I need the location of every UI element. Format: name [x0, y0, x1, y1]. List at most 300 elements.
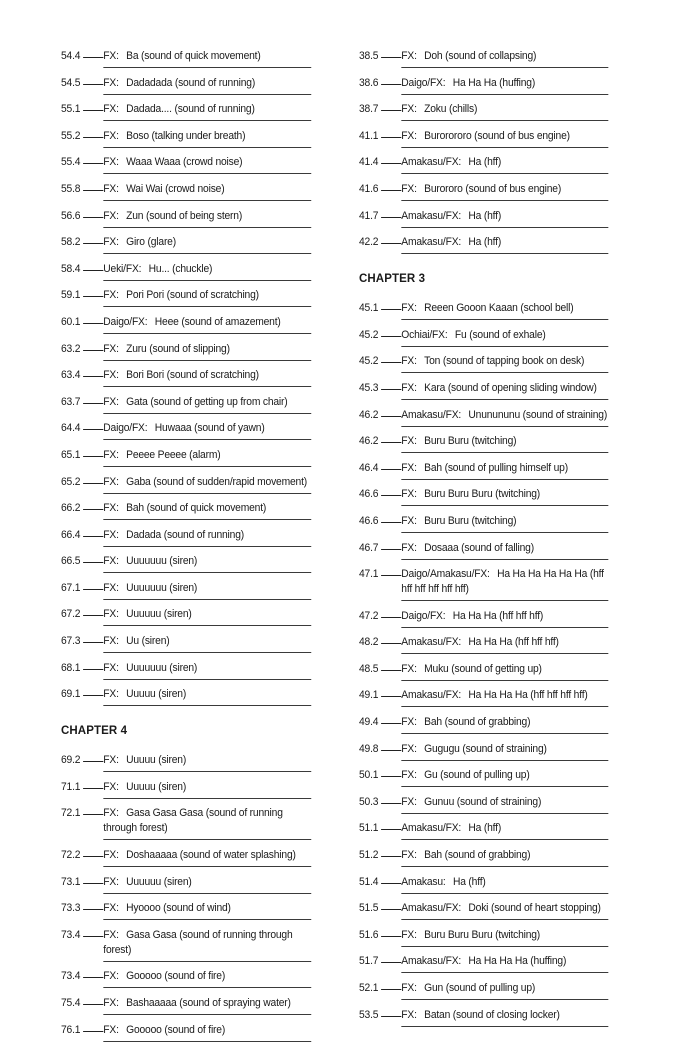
fx-entry: [61, 475, 311, 494]
entry-body: [401, 875, 608, 894]
leader-dash: [381, 696, 401, 697]
fx-entry: [359, 662, 608, 681]
fx-entry: [359, 795, 608, 814]
sound-effect-text: Muku (sound of getting up): [424, 662, 542, 675]
leader-dash: [83, 110, 103, 111]
leader-dash: [83, 217, 103, 218]
fx-entry: [359, 688, 608, 707]
fx-entry: [61, 634, 311, 653]
entry-body: [103, 996, 311, 1015]
entry-body: [401, 328, 608, 347]
sound-effect-text: Batan (sound of closing locker): [424, 1008, 560, 1021]
entry-body: [103, 806, 311, 840]
fx-entry: [61, 848, 311, 867]
panel-number: 49.8: [359, 742, 379, 755]
panel-number: 55.2: [61, 129, 81, 142]
entry-body: [401, 461, 608, 480]
entry-body: [401, 49, 608, 68]
entry-body: [103, 76, 311, 95]
speaker-label: FX:: [401, 435, 417, 448]
speaker-label: FX:: [401, 716, 417, 729]
panel-number: 54.5: [61, 76, 81, 89]
speaker-label: FX:: [103, 581, 119, 594]
entry-body: [103, 1023, 311, 1042]
sound-effect-text: Dadada (sound of running): [126, 528, 244, 541]
fx-entry: [61, 661, 311, 680]
panel-number: 68.1: [61, 661, 81, 674]
speaker-label: FX:: [103, 156, 119, 169]
panel-number: 46.6: [359, 488, 379, 501]
leader-dash: [381, 57, 401, 58]
sound-effect-text: Boso (talking under breath): [126, 129, 246, 142]
speaker-label: Amakasu/FX:: [401, 955, 462, 968]
sound-effect-text: Zuru (sound of slipping): [126, 342, 230, 355]
fx-entry: [61, 395, 311, 414]
entry-body: [103, 528, 311, 547]
entry-body: [401, 76, 608, 95]
entry-body: [401, 688, 608, 707]
fx-entry: [359, 102, 608, 121]
speaker-label: FX:: [401, 1008, 417, 1021]
entry-body: [103, 607, 311, 626]
fx-entry: [359, 635, 608, 654]
sound-effect-text: Doki (sound of heart stopping): [468, 902, 601, 915]
speaker-label: Daigo/FX:: [103, 315, 148, 328]
left-column: [61, 49, 311, 1042]
sound-effect-text: Ton (sound of tapping book on desk): [424, 355, 585, 368]
speaker-label: FX:: [401, 103, 417, 116]
panel-number: 46.2: [359, 408, 379, 421]
speaker-label: FX:: [103, 369, 119, 382]
leader-dash: [83, 856, 103, 857]
sound-effect-text: Uuuuuuu (siren): [126, 661, 198, 674]
fx-entry: [61, 806, 311, 840]
fx-entry: [359, 461, 608, 480]
leader-dash: [83, 350, 103, 351]
fx-entry: [61, 155, 311, 174]
leader-dash: [83, 137, 103, 138]
leader-dash: [83, 190, 103, 191]
speaker-label: FX:: [103, 902, 119, 915]
sound-effect-text: Gu (sound of pulling up): [424, 769, 530, 782]
fx-entry: [61, 288, 311, 307]
entry-body: [103, 661, 311, 680]
entry-body: [401, 567, 608, 601]
leader-dash: [83, 57, 103, 58]
speaker-label: FX:: [103, 342, 119, 355]
leader-dash: [381, 617, 401, 618]
panel-number: 67.2: [61, 608, 81, 621]
entry-body: [401, 768, 608, 787]
sound-effect-text: Heee (sound of amazement): [154, 315, 281, 328]
sound-effect-text: Gata (sound of getting up from chair): [126, 395, 288, 408]
fx-entry: [61, 501, 311, 520]
sound-effect-text: Buru Buru (twitching): [424, 514, 517, 527]
panel-number: 64.4: [61, 422, 81, 435]
sound-effect-text: Uuuuuuu (siren): [126, 555, 198, 568]
leader-dash: [381, 936, 401, 937]
entry-body: [401, 981, 608, 1000]
entry-body: [103, 753, 311, 772]
fx-entry: [359, 768, 608, 787]
leader-dash: [83, 909, 103, 910]
leader-dash: [83, 669, 103, 670]
entry-body: [103, 448, 311, 467]
sound-effect-text: Gugugu (sound of straining): [424, 742, 547, 755]
panel-number: 41.4: [359, 156, 379, 169]
panel-number: 51.2: [359, 849, 379, 862]
fx-entry: [359, 301, 608, 320]
fx-entry: [61, 76, 311, 95]
sound-effect-text: Bah (sound of grabbing): [424, 849, 531, 862]
leader-dash: [83, 814, 103, 815]
speaker-label: Daigo/Amakasu/FX:: [401, 568, 490, 581]
speaker-label: Amakasu/FX:: [401, 636, 462, 649]
panel-number: 69.2: [61, 754, 81, 767]
sound-effect-text: Pori Pori (sound of scratching): [126, 289, 259, 302]
fx-entry: [61, 996, 311, 1015]
entry-body: [103, 581, 311, 600]
speaker-label: FX:: [103, 448, 119, 461]
panel-number: 55.8: [61, 182, 81, 195]
speaker-label: FX:: [103, 528, 119, 541]
speaker-label: FX:: [401, 541, 417, 554]
sound-effect-text: Dadadada (sound of running): [126, 76, 256, 89]
sound-effect-text: Uuuuuu (siren): [126, 608, 192, 621]
leader-dash: [381, 416, 401, 417]
entry-body: [401, 514, 608, 533]
sound-effect-text: Uuuuuu (siren): [126, 875, 192, 888]
leader-dash: [83, 163, 103, 164]
speaker-label: FX:: [103, 395, 119, 408]
leader-dash: [83, 589, 103, 590]
fx-entry: [359, 742, 608, 761]
sound-effect-text: Reeen Gooon Kaaan (school bell): [424, 302, 574, 315]
sound-effect-text: Ha (hff): [468, 209, 502, 222]
speaker-label: FX:: [401, 795, 417, 808]
sound-effect-text: Bashaaaaa (sound of spraying water): [126, 997, 291, 1009]
leader-dash: [381, 137, 401, 138]
speaker-label: FX:: [401, 461, 417, 474]
fx-entry: [61, 780, 311, 799]
speaker-label: FX:: [103, 635, 119, 648]
left-entries-after: [61, 753, 311, 1041]
sound-effect-text: Ha Ha Ha (hff hff hff): [468, 636, 559, 649]
panel-number: 50.1: [359, 769, 379, 782]
panel-number: 46.4: [359, 461, 379, 474]
sound-effect-text: Uuuuuuu (siren): [126, 581, 198, 594]
fx-entry: [359, 901, 608, 920]
fx-entry: [61, 368, 311, 387]
speaker-label: Amakasu:: [401, 875, 446, 888]
leader-dash: [381, 217, 401, 218]
panel-number: 73.1: [61, 875, 81, 888]
panel-number: 45.2: [359, 328, 379, 341]
fx-entry: [359, 408, 608, 427]
leader-dash: [83, 1031, 103, 1032]
speaker-label: FX:: [401, 742, 417, 755]
entry-body: [103, 554, 311, 573]
sound-effect-text: Buru Buru Buru (twitching): [424, 488, 541, 501]
sound-effect-text: Gun (sound of pulling up): [424, 982, 536, 994]
leader-dash: [381, 829, 401, 830]
sound-effect-text: Doh (sound of collapsing): [424, 50, 537, 62]
speaker-label: Amakasu/FX:: [401, 209, 462, 222]
entry-body: [103, 928, 311, 962]
leader-dash: [381, 389, 401, 390]
panel-number: 51.1: [359, 822, 379, 835]
sound-effect-text: Bah (sound of pulling himself up): [424, 461, 568, 474]
entry-body: [401, 182, 608, 201]
leader-dash: [381, 469, 401, 470]
fx-entry: [61, 581, 311, 600]
entry-body: [103, 421, 311, 440]
entry-body: [103, 262, 311, 281]
sound-effect-text: Ba (sound of quick movement): [126, 50, 261, 62]
fx-entry: [359, 514, 608, 533]
entry-body: [401, 715, 608, 734]
panel-number: 52.1: [359, 982, 379, 994]
entry-body: [103, 342, 311, 361]
speaker-label: Daigo/FX:: [103, 422, 148, 435]
sound-effect-text: Waaa Waaa (crowd noise): [126, 156, 243, 169]
sound-effect-text: Ha (hff): [452, 875, 486, 888]
fx-entry: [61, 262, 311, 281]
fx-entry: [359, 541, 608, 560]
fx-entry: [359, 155, 608, 174]
speaker-label: Amakasu/FX:: [401, 408, 462, 421]
speaker-label: FX:: [103, 688, 119, 701]
speaker-label: FX:: [103, 928, 119, 941]
sound-effect-text: Burorororo (sound of bus engine): [424, 129, 570, 142]
leader-dash: [381, 723, 401, 724]
speaker-label: FX:: [103, 103, 119, 116]
panel-number: 65.1: [61, 448, 81, 461]
leader-dash: [83, 84, 103, 85]
sound-effect-text: Gunuu (sound of straining): [424, 795, 542, 808]
sound-effect-text: Peeee Peeee (alarm): [126, 448, 221, 461]
sound-effect-text: Ha Ha Ha (huffing): [452, 76, 536, 89]
leader-dash: [381, 856, 401, 857]
leader-dash: [381, 309, 401, 310]
sound-effect-text: Buru Buru Buru (twitching): [424, 928, 541, 941]
leader-dash: [83, 456, 103, 457]
panel-number: 60.1: [61, 315, 81, 328]
entry-body: [401, 102, 608, 121]
sound-effect-text: Ha (hff): [468, 236, 502, 249]
chapter-heading: CHAPTER 4: [61, 725, 128, 738]
panel-number: 51.7: [359, 955, 379, 968]
sound-effect-text: Gasa Gasa Gasa (sound of running through forest): [103, 807, 283, 835]
fx-entry: [359, 182, 608, 201]
sound-effect-text: Zoku (chills): [424, 103, 478, 116]
sound-effect-text: Ha Ha Ha Ha (hff hff hff hff): [468, 689, 588, 702]
chapter-heading: CHAPTER 3: [359, 273, 426, 286]
sound-effect-text: Ha (hff): [468, 822, 502, 835]
fx-entry: [359, 609, 608, 628]
entry-body: [401, 155, 608, 174]
speaker-label: FX:: [401, 355, 417, 368]
speaker-label: FX:: [401, 381, 417, 394]
sound-effect-text: Ha Ha Ha (hff hff hff): [452, 609, 544, 622]
panel-number: 67.3: [61, 635, 81, 648]
sound-effect-text: Gooooo (sound of fire): [126, 970, 226, 983]
fx-entry: [61, 129, 311, 148]
sound-effect-text: Buru Buru (twitching): [424, 435, 517, 448]
panel-number: 73.3: [61, 902, 81, 915]
fx-entry: [359, 821, 608, 840]
leader-dash: [381, 776, 401, 777]
entry-body: [103, 288, 311, 307]
entry-body: [103, 901, 311, 920]
entry-body: [103, 209, 311, 228]
fx-entry: [61, 969, 311, 988]
panel-number: 46.2: [359, 435, 379, 448]
leader-dash: [83, 562, 103, 563]
speaker-label: FX:: [401, 662, 417, 675]
entry-body: [401, 795, 608, 814]
fx-entry: [61, 607, 311, 626]
sound-effect-text: Ha Ha Ha Ha (huffing): [468, 955, 567, 968]
panel-number: 51.4: [359, 875, 379, 888]
panel-number: 51.6: [359, 928, 379, 941]
speaker-label: FX:: [103, 289, 119, 302]
speaker-label: FX:: [103, 849, 119, 862]
entry-body: [401, 354, 608, 373]
panel-number: 76.1: [61, 1023, 81, 1036]
leader-dash: [381, 1016, 401, 1017]
fx-entry: [359, 354, 608, 373]
entry-body: [401, 821, 608, 840]
entry-body: [103, 129, 311, 148]
panel-number: 46.7: [359, 541, 379, 554]
panel-number: 63.4: [61, 369, 81, 382]
leader-dash: [83, 429, 103, 430]
entry-body: [401, 609, 608, 628]
sound-effect-text: Hu... (chuckle): [148, 262, 213, 275]
fx-entry: [359, 49, 608, 68]
panel-number: 66.5: [61, 555, 81, 568]
leader-dash: [83, 243, 103, 244]
panel-number: 71.1: [61, 780, 81, 793]
sound-effect-text: Ununununu (sound of straining): [468, 408, 608, 421]
speaker-label: FX:: [401, 50, 417, 62]
panel-number: 63.2: [61, 342, 81, 355]
sound-effect-text: Dadada.... (sound of running): [126, 103, 255, 116]
speaker-label: FX:: [401, 129, 417, 142]
panel-number: 66.2: [61, 502, 81, 515]
entry-body: [103, 969, 311, 988]
speaker-label: Amakasu/FX:: [401, 156, 462, 169]
speaker-label: FX:: [103, 502, 119, 515]
fx-entry: [359, 954, 608, 973]
fx-entry: [61, 182, 311, 201]
leader-dash: [83, 536, 103, 537]
panel-number: 55.1: [61, 103, 81, 116]
entry-body: [401, 381, 608, 400]
speaker-label: FX:: [103, 661, 119, 674]
entry-body: [401, 635, 608, 654]
entry-body: [401, 901, 608, 920]
fx-entry: [61, 928, 311, 962]
speaker-label: Amakasu/FX:: [401, 689, 462, 702]
speaker-label: FX:: [103, 608, 119, 621]
panel-number: 72.1: [61, 807, 81, 820]
entry-body: [103, 501, 311, 520]
entry-body: [103, 155, 311, 174]
leader-dash: [381, 336, 401, 337]
speaker-label: FX:: [401, 182, 417, 195]
leader-dash: [83, 788, 103, 789]
entry-body: [103, 395, 311, 414]
speaker-label: FX:: [103, 807, 119, 820]
entry-body: [103, 315, 311, 334]
speaker-label: Amakasu/FX:: [401, 236, 462, 249]
speaker-label: FX:: [103, 875, 119, 888]
sound-effect-text: Ha Ha Ha Ha Ha Ha (hff hff hff hff hff hff): [401, 568, 604, 596]
fx-entry: [359, 328, 608, 347]
panel-number: 56.6: [61, 209, 81, 222]
leader-dash: [83, 761, 103, 762]
panel-number: 67.1: [61, 581, 81, 594]
fx-entry: [359, 1008, 608, 1027]
entry-body: [401, 954, 608, 973]
entry-body: [401, 129, 608, 148]
speaker-label: FX:: [103, 236, 119, 249]
entry-body: [401, 487, 608, 506]
sound-effect-text: Dosaaa (sound of falling): [424, 541, 534, 554]
fx-entry: [61, 102, 311, 121]
fx-entry: [61, 421, 311, 440]
panel-number: 51.5: [359, 902, 379, 915]
entry-body: [401, 662, 608, 681]
sound-effect-text: Fu (sound of exhale): [454, 328, 546, 341]
speaker-label: FX:: [401, 769, 417, 782]
sound-effect-text: Kara (sound of opening sliding window): [424, 381, 597, 394]
leader-dash: [381, 575, 401, 576]
leader-dash: [381, 243, 401, 244]
sound-effect-text: Wai Wai (crowd noise): [126, 182, 225, 195]
speaker-label: FX:: [103, 1023, 119, 1036]
speaker-label: FX:: [103, 997, 119, 1009]
leader-dash: [381, 495, 401, 496]
fx-entry: [359, 567, 608, 601]
fx-entry: [359, 129, 608, 148]
entry-body: [103, 102, 311, 121]
speaker-label: FX:: [103, 76, 119, 89]
entry-body: [401, 1008, 608, 1027]
speaker-label: FX:: [103, 50, 119, 62]
entry-body: [103, 875, 311, 894]
entry-body: [103, 235, 311, 254]
sound-effect-text: Ha (hff): [468, 156, 502, 169]
sound-effect-text: Uuuuu (siren): [126, 780, 187, 793]
sound-effect-text: Huwaaa (sound of yawn): [154, 422, 265, 435]
fx-entry: [61, 49, 311, 68]
speaker-label: Amakasu/FX:: [401, 822, 462, 835]
leader-dash: [83, 883, 103, 884]
panel-number: 41.7: [359, 209, 379, 222]
leader-dash: [381, 110, 401, 111]
entry-body: [401, 235, 608, 254]
fx-entry: [359, 434, 608, 453]
panel-number: 53.5: [359, 1008, 379, 1021]
leader-dash: [83, 509, 103, 510]
leader-dash: [381, 962, 401, 963]
sound-effect-text: Bori Bori (sound of scratching): [126, 369, 259, 382]
entry-body: [103, 780, 311, 799]
speaker-label: FX:: [103, 970, 119, 983]
